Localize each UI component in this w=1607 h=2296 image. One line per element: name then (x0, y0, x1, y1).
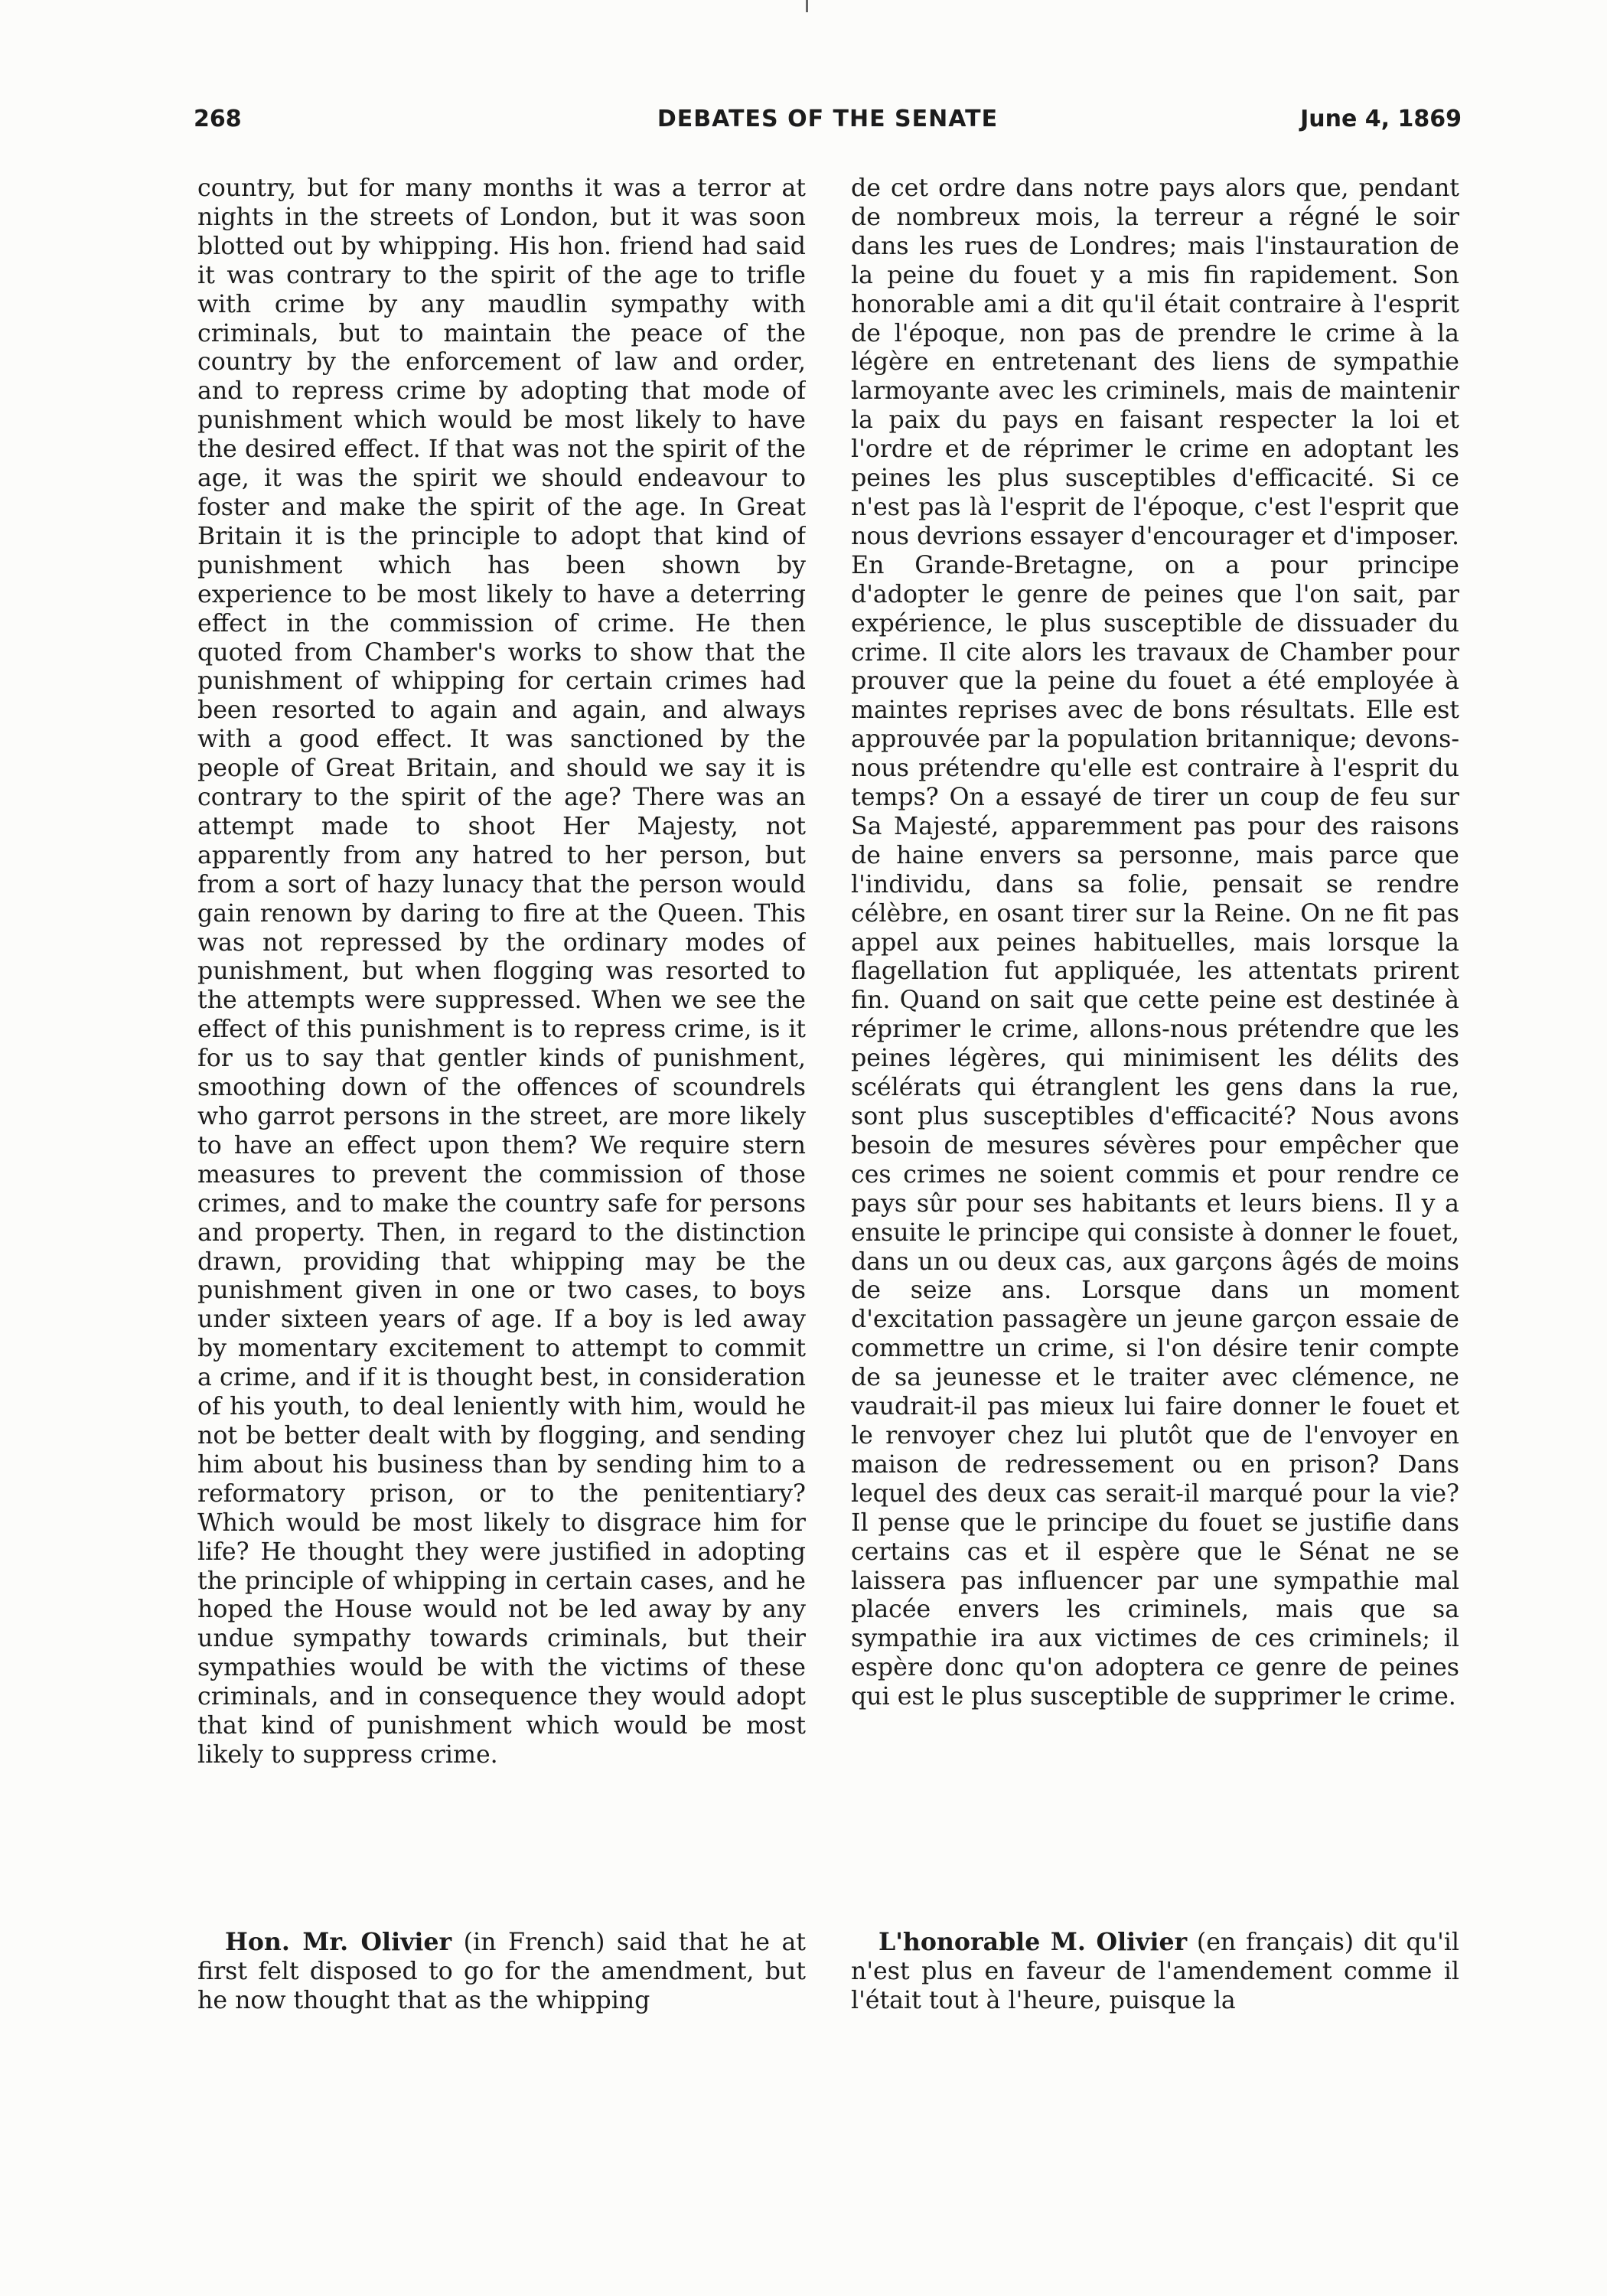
page-date: June 4, 1869 (1300, 106, 1462, 132)
french-body (851, 174, 1459, 1900)
french-column (851, 174, 1459, 2016)
english-paragraph: country, but for many months it was a terror at nights in the streets of London, but it was soon blotted out by whipping. His hon. friend had said it was contrary to the spirit of the age to trifle with crime by any maudlin sympathy with criminals, but to maintain the peace of the country by the enforcement of law and order, and to repress crime by adopting that mode of punishment which would be most likely to have the desired effect. If that was not the spirit of the age, it was the spirit we should endeavour to foster and make the spirit of the age. In Great Britain it is the principle to adopt that kind of punishment which has been shown by experience to be most likely to have a deterring effect in the commission of crime. He then quoted from Chamber's works to show that the punishment of whipping for certain crimes had been resorted to again and again, and always with a good effect. It was sanctioned by the people of Great Britain, and should we say it is contrary to the spirit of the age? There was an attempt made to shoot Her Majesty, not apparently from any hatred to her person, but from a sort of hazy lunacy that the person would gain renown by daring to fire at the Queen. This was not repressed by the ordinary modes of punishment, but when flogging was resorted to the attempts were suppressed. When we see the effect of this punishment is to repress crime, is it for us to say that gentler kinds of punishment, smoothing down of the offences of scoundrels who garrot persons in the street, are more likely to have an effect upon them? We require stern measures to prevent the commission of those crimes, and to make the country safe for persons and property. Then, in regard to the distinction drawn, providing that whipping may be the punishment given in one or two cases, to boys under sixteen years of age. If a boy is led away by momentary excitement to attempt to commit a crime, and if it is thought best, in consideration of his youth, to deal leniently with him, would he not be better dealt with by flogging, and sending him about his business than by sending him to a reformatory prison, or to the penitentiary? Which would be most likely to disgrace him for life? He thought they were justified in adopting the principle of whipping in certain cases, and he hoped the House would not be led away by any undue sympathy towards criminals, but their sympathies would be with the victims of these criminals, and in consequence they would adopt that kind of punishment which would be most likely to suppress crime. (197, 174, 806, 1769)
french-speech-text: (en français) dit qu'il n'est plus en faveur de l'amendement comme il l'était tout à l'heure, puisque la (851, 1929, 1460, 2014)
english-speech-text: (in French) said that he at first felt disposed to go for the amendment, but he now thought that as the whipping (197, 1929, 806, 2014)
english-column (197, 174, 806, 2016)
french-speech (851, 1928, 1459, 2016)
page-number: 268 (194, 106, 242, 132)
top-edge-mark (806, 0, 808, 12)
english-speaker: Hon. Mr. Olivier (225, 1928, 452, 1956)
english-body (197, 174, 806, 1900)
english-speech-paragraph (197, 1928, 806, 2016)
french-speech-paragraph (851, 1928, 1459, 2016)
page-header (194, 106, 1462, 141)
page-title: DEBATES OF THE SENATE (657, 106, 999, 132)
english-speech (197, 1928, 806, 2016)
french-speaker: L'honorable M. Olivier (878, 1928, 1188, 1956)
french-paragraph: de cet ordre dans notre pays alors que, pendant de nombreux mois, la terreur a régné le soir dans les rues de Londres; mais l'instauration de la peine du fouet y a mis fin rapidement. Son honorable ami a dit qu'il était contraire à l'esprit de l'époque, non pas de prendre le crime à la légère en entretenant des liens de sympathie larmoyante avec les criminels, mais de maintenir la paix du pays en faisant respecter la loi et l'ordre et de réprimer le crime en adoptant les peines les plus susceptibles d'efficacité. Si ce n'est pas là l'esprit de l'époque, c'est l'esprit que nous devrions essayer d'encourager et d'imposer. En Grande-Bretagne, on a pour principe d'adopter le genre de peines que l'on sait, par expérience, le plus susceptible de dissuader du crime. Il cite alors les travaux de Chamber pour prouver que la peine du fouet a été employée à maintes reprises avec de bons résultats. Elle est approuvée par la population britannique; devons-nous prétendre qu'elle est contraire à l'esprit du temps? On a essayé de tirer un coup de feu sur Sa Majesté, apparemment pas pour des raisons de haine envers sa personne, mais parce que l'individu, dans sa folie, pensait se rendre célèbre, en osant tirer sur la Reine. On ne fit pas appel aux peines habituelles, mais lorsque la flagellation fut appliquée, les attentats prirent fin. Quand on sait que cette peine est destinée à réprimer le crime, allons-nous prétendre que les peines légères, qui minimisent les délits des scélérats qui étranglent les gens dans la rue, sont plus susceptibles d'efficacité? Nous avons besoin de mesures sévères pour empêcher que ces crimes ne soient commis et pour rendre ce pays sûr pour ses habitants et leurs biens. Il y a ensuite le principe qui consiste à donner le fouet, dans un ou deux cas, aux garçons âgés de moins de seize ans. Lorsque dans un moment d'excitation passagère un jeune garçon essaie de commettre un crime, si l'on désire tenir compte de sa jeunesse et le traiter avec clémence, ne vaudrait-il pas mieux lui faire donner le fouet et le renvoyer chez lui plutôt que de l'envoyer en maison de redressement ou en prison? Dans lequel des deux cas serait-il marqué pour la vie? Il pense que le principe du fouet se justifie dans certains cas et il espère que le Sénat ne se laissera pas influencer par une sympathie mal placée envers les criminels, mais que sa sympathie ira aux victimes de ces criminels; il espère donc qu'on adoptera ce genre de peines qui est le plus susceptible de supprimer le crime. (851, 174, 1459, 1711)
